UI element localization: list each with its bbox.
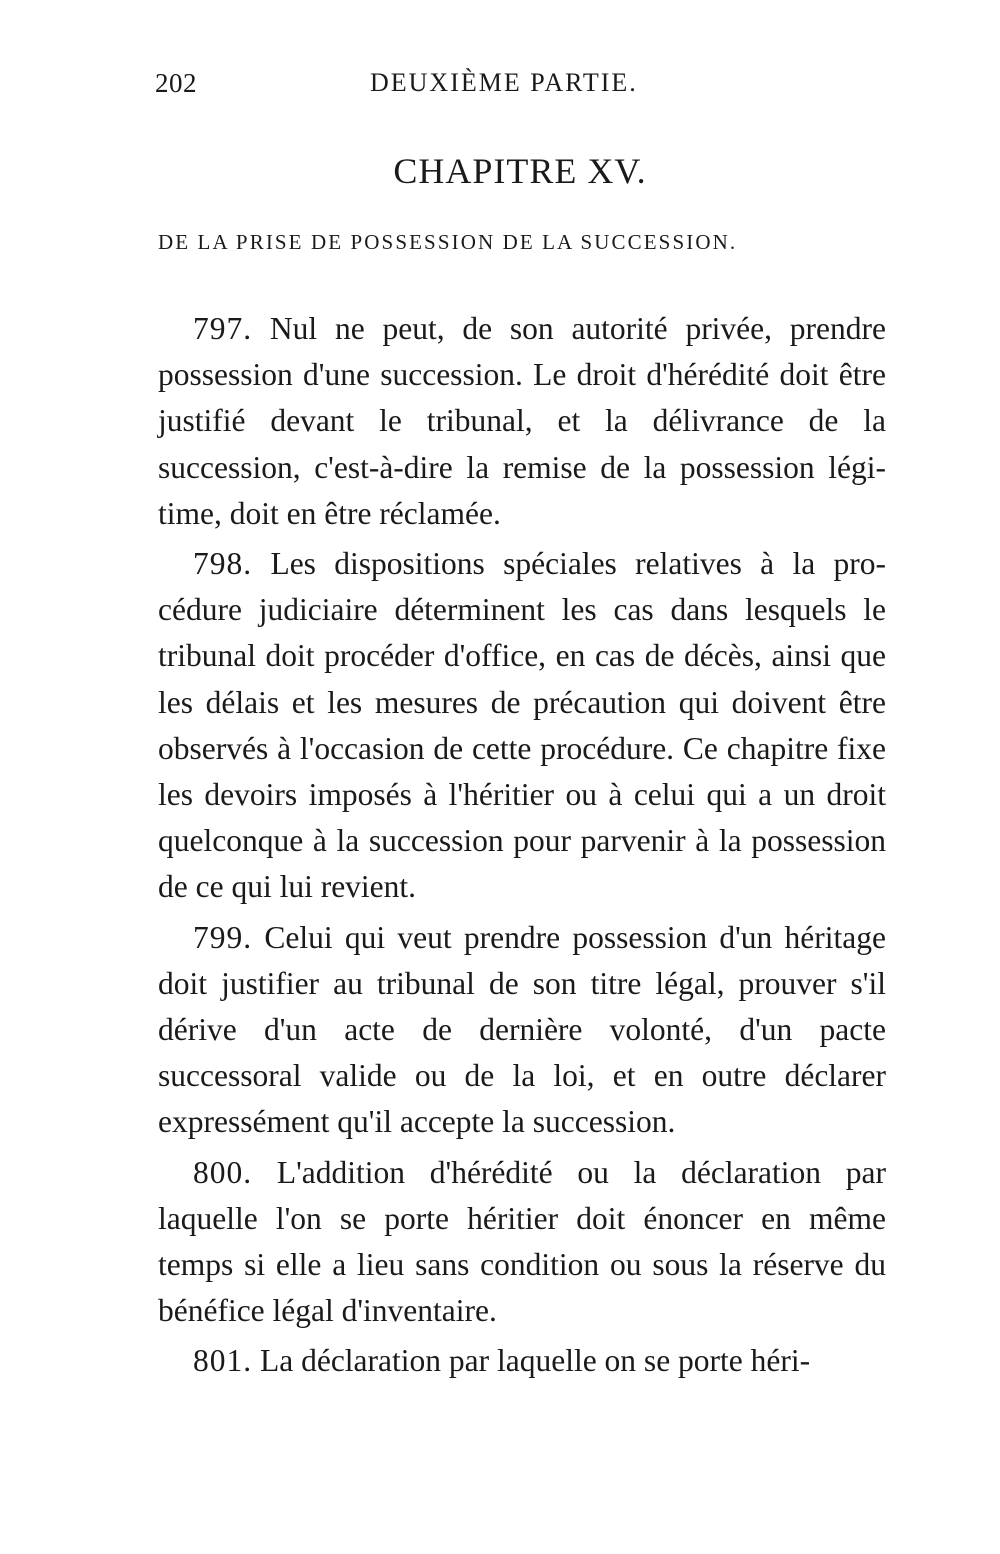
body-text — [158, 306, 886, 1389]
article-text: Les dispositions spéciales relatives à la procédure judiciaire déterminent les cas dans lesquels le tribunal doit procéder d'office, en cas de décès, ainsi que les délais et les mesures de précaution qui doivent être observés à l'occasion de cette procédure. Ce chapitre fixe les devoirs imposés à l'héritier ou à celui qui a un droit quelconque à la succession pour parvenir à la possession de ce qui lui revient. — [158, 546, 886, 905]
article-text: Nul ne peut, de son autorité privée, prendre possession d'une succession. Le droit d'hérédité doit être justifié devant le tribunal, et la délivrance de la succession, c'est-à-dire la remise de la possession légitime, doit en être réclamée. — [158, 311, 887, 531]
article-number: 799. — [193, 919, 253, 955]
chapter-subtitle: DE LA PRISE DE POSSESSION DE LA SUCCESSION. — [158, 230, 738, 254]
article-number: 798. — [193, 546, 253, 582]
article-number: 797. — [193, 311, 253, 346]
article-798 — [158, 541, 886, 911]
article-801 — [158, 1338, 886, 1384]
chapter-title: CHAPITRE XV. — [393, 151, 647, 191]
article-797 — [158, 306, 886, 537]
running-title: DEUXIÈME PARTIE. — [370, 68, 638, 97]
article-799 — [158, 915, 886, 1146]
article-number: 801. — [193, 1343, 253, 1379]
page-number: 202 — [155, 68, 197, 98]
article-text: La déclaration par laquelle on se porte héri- — [260, 1343, 811, 1379]
article-number: 800. — [193, 1154, 253, 1190]
running-head — [155, 68, 885, 108]
article-text: L'addition d'hérédité ou la déclaration par laquelle l'on se porte héritier doit énoncer en même temps si elle a lieu sans condition ou sous la réserve du bénéfice légal d'inventaire. — [158, 1154, 887, 1329]
article-text: Celui qui veut prendre possession d'un héritage doit justifier au tribunal de son titre légal, prouver s'il dérive d'un acte de dernière volonté, d'un pacte successoral valide ou de la loi, et en outre déclarer expressément qu'il accepte la succession. — [158, 919, 886, 1140]
article-800 — [158, 1150, 886, 1335]
